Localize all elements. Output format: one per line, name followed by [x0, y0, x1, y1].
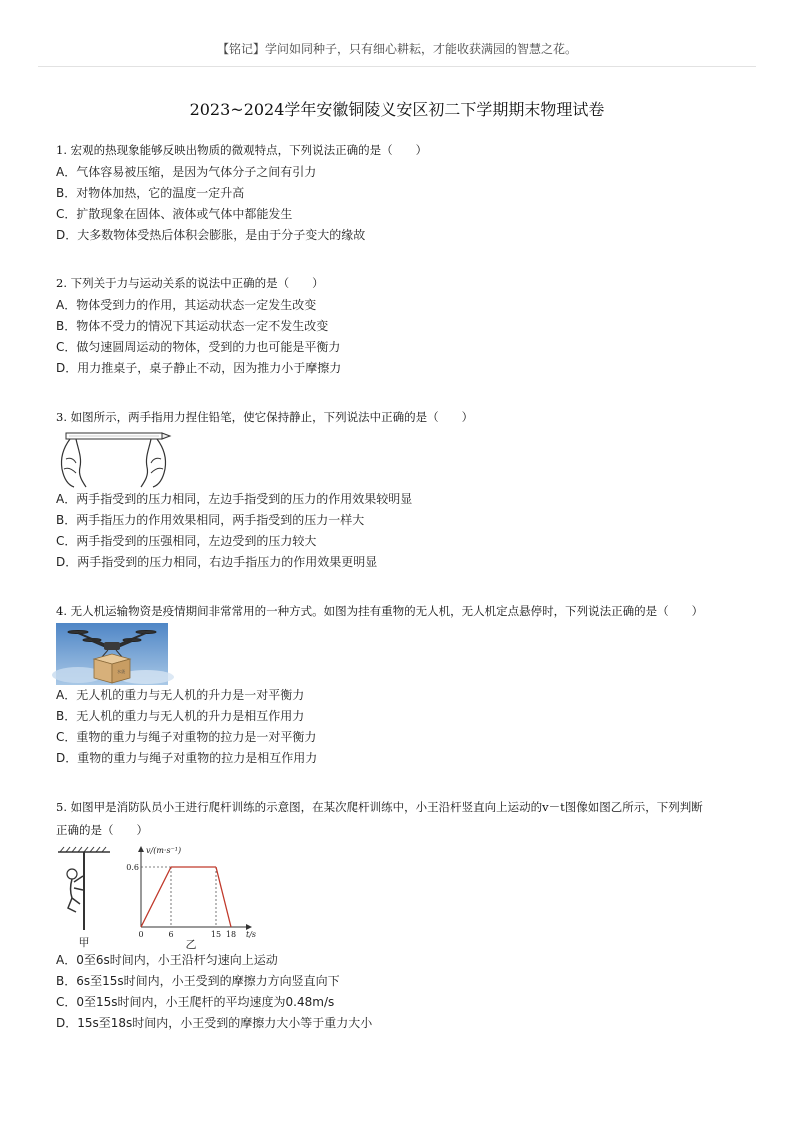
option-d[interactable]: D．用力推桌子，桌子静止不动，因为推力小于摩擦力: [56, 361, 342, 375]
option-b[interactable]: B．无人机的重力与无人机的升力是相互作用力: [56, 709, 305, 723]
figure-label-left: 甲: [78, 936, 90, 949]
box-label: 水货: [117, 669, 125, 674]
page-title: 2023~2024学年安徽铜陵义安区初二下学期期末物理试卷: [189, 100, 605, 119]
series-segment: [216, 867, 231, 927]
question-1: [56, 139, 746, 246]
option-b[interactable]: B．6s至15s时间内，小王受到的摩擦力方向竖直向下: [56, 974, 340, 988]
option-c[interactable]: C．做匀速圆周运动的物体，受到的力也可能是平衡力: [56, 340, 341, 354]
option-b[interactable]: B．对物体加热，它的温度一定升高: [56, 186, 245, 200]
drone-photo: [56, 623, 168, 685]
series-segment: [141, 867, 171, 927]
question-stem-line-2: 正确的是（ ）: [56, 823, 148, 837]
question-2: [56, 272, 746, 379]
question-4: [56, 600, 746, 769]
option-b[interactable]: B．物体不受力的情况下其运动状态一定不发生改变: [56, 319, 329, 333]
option-d[interactable]: D．两手指受到的压力相同，右边手指压力的作用效果更明显: [56, 555, 378, 569]
vt-chart: [126, 842, 261, 951]
option-c[interactable]: C．扩散现象在固体、液体或气体中都能发生: [56, 207, 293, 221]
question-5: [56, 796, 746, 1034]
option-b[interactable]: B．两手指压力的作用效果相同，两手指受到的压力一样大: [56, 513, 365, 527]
question-stem-line-1: 5. 如图甲是消防队员小王进行爬杆训练的示意图，在某次爬杆训练中，小王沿杆竖直向上运动的v－t图像如图乙所示，下列判断: [56, 800, 703, 814]
option-c[interactable]: C．两手指受到的压强相同，左边受到的压力较大: [56, 534, 317, 548]
question-stem: 3. 如图所示，两手指用力捏住铅笔，使它保持静止，下列说法中正确的是（ ）: [56, 410, 474, 424]
figure-label-right: 乙: [185, 938, 197, 951]
pencil-fingers-figure: [56, 429, 171, 489]
figure-row: [56, 842, 746, 950]
option-a[interactable]: A．物体受到力的作用，其运动状态一定发生改变: [56, 298, 317, 312]
option-a[interactable]: A．两手指受到的压力相同，左边手指受到的压力的作用效果较明显: [56, 492, 413, 506]
climber-figure: [56, 842, 116, 950]
question-3: [56, 406, 746, 573]
header-divider: [38, 66, 756, 67]
y-tick-label: 0.6: [126, 863, 139, 872]
chart-ylabel: v/(m·s⁻¹): [146, 846, 182, 855]
x-tick-label: 18: [225, 930, 237, 939]
option-c[interactable]: C．0至15s时间内，小王爬杆的平均速度为0.48m/s: [56, 995, 335, 1009]
chart-xlabel: t/s: [246, 930, 257, 939]
x-tick-label: 6: [168, 930, 174, 939]
option-a[interactable]: A．无人机的重力与无人机的升力是一对平衡力: [56, 688, 305, 702]
option-d[interactable]: D．重物的重力与绳子对重物的拉力是相互作用力: [56, 751, 318, 765]
question-stem: 2. 下列关于力与运动关系的说法中正确的是（ ）: [56, 276, 324, 290]
x-tick-label: 0: [138, 930, 144, 939]
question-stem: 1. 宏观的热现象能够反映出物质的微观特点，下列说法正确的是（ ）: [56, 143, 428, 157]
option-d[interactable]: D．大多数物体受热后体积会膨胀，是由于分子变大的缘故: [56, 228, 366, 242]
option-c[interactable]: C．重物的重力与绳子对重物的拉力是一对平衡力: [56, 730, 317, 744]
option-a[interactable]: A．气体容易被压缩，是因为气体分子之间有引力: [56, 165, 317, 179]
question-stem: 4. 无人机运输物资是疫情期间非常常用的一种方式。如图为挂有重物的无人机，无人机定点悬停时，下列说法正确的是（ ）: [56, 604, 704, 618]
option-d[interactable]: D．15s至18s时间内，小王受到的摩擦力大小等于重力大小: [56, 1016, 373, 1030]
option-a[interactable]: A．0至6s时间内，小王沿杆匀速向上运动: [56, 953, 278, 967]
header-motto: 【铭记】学问如同种子，只有细心耕耘，才能收获满园的智慧之花。: [216, 42, 577, 56]
x-tick-label: 15: [210, 930, 222, 939]
